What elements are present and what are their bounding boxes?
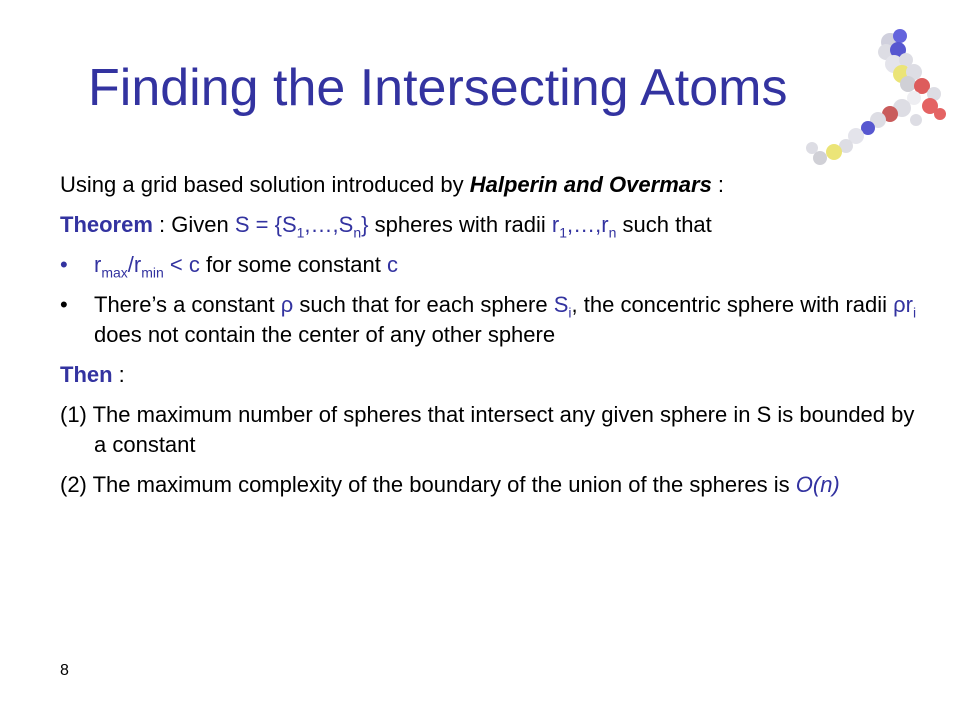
radii-sub-n: n: [608, 224, 617, 241]
set-open: S = {S: [234, 212, 297, 237]
rho-text-1: There’s a constant: [94, 292, 281, 317]
si-letter: S: [553, 292, 569, 317]
si-sub: i: [568, 304, 572, 321]
ratio-expr: [94, 252, 200, 281]
item-2: [60, 470, 920, 500]
bullet-ratio: [60, 250, 920, 280]
then-colon: :: [112, 362, 125, 387]
bullet-rho: [60, 290, 920, 350]
ratio-max: max: [101, 264, 128, 281]
set-dots: ,…,S: [304, 212, 354, 237]
radii-dots: ,…,r: [567, 212, 609, 237]
item-1: (1) The maximum number of spheres that intersect any given sphere in S is bounded by a constant: [60, 402, 915, 457]
ratio-rest: for some constant: [199, 252, 387, 277]
slide-body: [60, 170, 920, 510]
theorem-text-1: : Given: [152, 212, 235, 237]
radii-sub-1: 1: [559, 224, 568, 241]
then-line: [60, 360, 920, 390]
set-sub-n: n: [353, 224, 362, 241]
sphere-si: [553, 292, 572, 321]
ratio-slash: /r: [127, 252, 142, 277]
bullet-dot: •: [60, 292, 68, 317]
constant-c: c: [386, 252, 398, 277]
slide-title: Finding the Intersecting Atoms: [88, 59, 788, 117]
ratio-cond: < c: [163, 252, 200, 277]
ratio-r: r: [94, 252, 102, 277]
bullet-dot: •: [60, 252, 68, 277]
rho-symbol: ρ: [280, 292, 294, 317]
theorem-text-2: spheres with radii: [368, 212, 552, 237]
intro-colon: :: [711, 172, 725, 197]
rho-r-sub: i: [912, 304, 917, 321]
rho-text-4: does not contain the center of any other sphere: [94, 322, 556, 347]
molecule-model-icon: [790, 20, 960, 180]
ratio-min: min: [141, 264, 164, 281]
radii-r: r: [551, 212, 560, 237]
complexity-value: O(n): [795, 472, 840, 497]
then-label: Then: [60, 362, 113, 387]
rho-text-3: , the concentric sphere with radii: [571, 292, 894, 317]
intro-text: Using a grid based solution introduced by: [60, 172, 470, 197]
rho-ri: [893, 292, 917, 321]
slide-number: 8: [60, 662, 69, 679]
rho-text-2: such that for each sphere: [293, 292, 554, 317]
set-sub-1: 1: [296, 224, 305, 241]
theorem-set: [234, 212, 369, 241]
rho-r-letter: ρr: [893, 292, 913, 317]
theorem-text-3: such that: [616, 212, 712, 237]
theorem-label: Theorem: [60, 212, 153, 237]
authors-text: Halperin and Overmars: [469, 172, 712, 197]
theorem-line: [60, 210, 920, 240]
set-close: }: [361, 212, 369, 237]
intro-line: [60, 170, 920, 200]
item-2-text: (2) The maximum complexity of the boundary of the union of the spheres is: [60, 472, 796, 497]
radii-list: [551, 212, 617, 241]
